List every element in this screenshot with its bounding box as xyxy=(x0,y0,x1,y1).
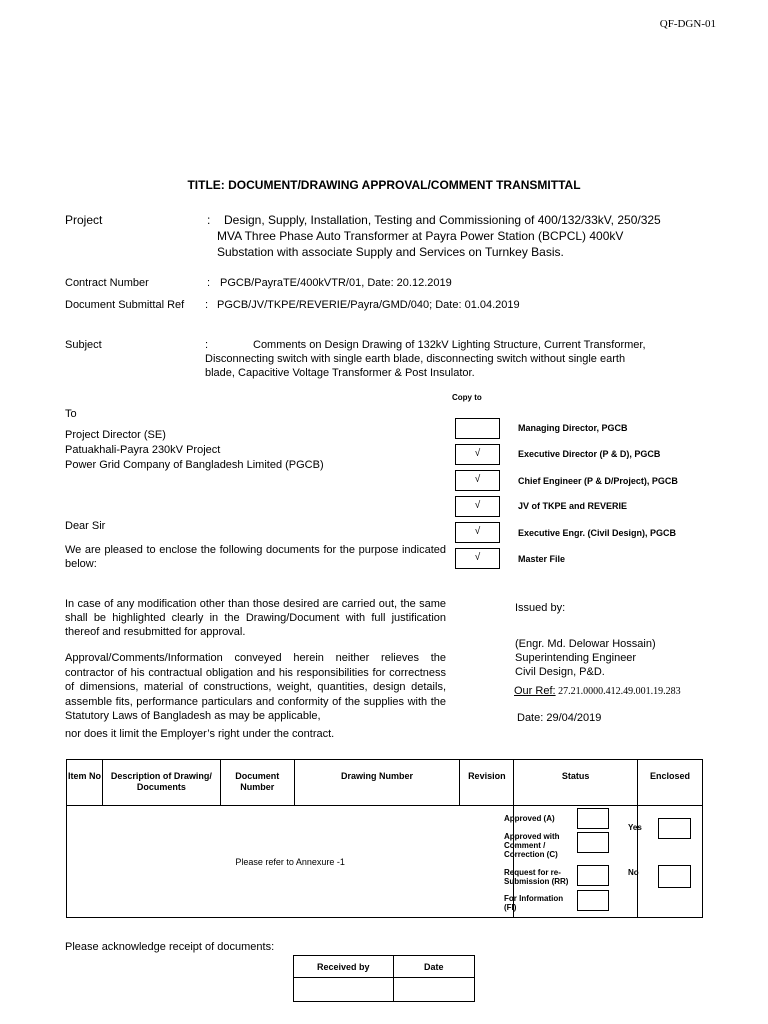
to-line-1: Project Director (SE) xyxy=(65,429,166,441)
issue-date-value: 29/04/2019 xyxy=(543,712,602,724)
copy-label-master-file: Master File xyxy=(518,554,566,564)
status-information-checkbox[interactable] xyxy=(577,890,609,911)
enclosed-no-label: No xyxy=(628,868,639,877)
header-description: Description of Drawing/ Documents xyxy=(102,760,220,806)
approval-paragraph: Approval/Comments/Information conveyed herein neither relieves the contractor of his contractual obligation and his responsibilities for correctness of dimensions, material of constructions, weight, quantities, design details, assemble fits, performance particulars and conformity of the supplies with the Statutory Laws of Bangladesh as may be applicable, xyxy=(65,652,446,722)
page-title: TITLE: DOCUMENT/DRAWING APPROVAL/COMMENT TRANSMITTAL xyxy=(187,178,581,192)
enclosed-yes-checkbox[interactable] xyxy=(658,818,691,839)
subject-line-3: blade, Capacitive Voltage Transformer & Post Insulator. xyxy=(205,367,475,379)
copy-label-managing-director: Managing Director, PGCB xyxy=(518,423,628,433)
project-sep: : xyxy=(207,213,211,227)
subject-label: Subject xyxy=(65,339,102,351)
header-item-no: Item No xyxy=(67,760,103,806)
project-line-1: Design, Supply, Installation, Testing and Commissioning of 400/132/33kV, 250/325 xyxy=(224,213,661,227)
status-resubmission-checkbox[interactable] xyxy=(577,865,609,886)
project-label: Project xyxy=(65,213,103,227)
copy-checkbox-managing-director[interactable] xyxy=(455,418,500,439)
project-line-2: MVA Three Phase Auto Transformer at Payra Power Station (BCPCL) 400kV xyxy=(217,229,624,243)
our-ref-value: 27.21.0000.412.49.001.19.283 xyxy=(555,686,681,697)
status-approved-comment-checkbox[interactable] xyxy=(577,832,609,853)
copy-label-executive-director: Executive Director (P & D), PGCB xyxy=(518,449,661,459)
modification-paragraph: In case of any modification other than those desired are carried out, the same shall be highlighted clearly in the Drawing/Document with full justification thereof and resubmitted for approval. xyxy=(65,598,446,638)
issuer-name: (Engr. Md. Delowar Hossain) xyxy=(515,638,656,650)
our-ref xyxy=(514,685,681,697)
approval-paragraph-end: nor does it limit the Employer’s right under the contract. xyxy=(65,728,335,740)
contract-value: PGCB/PayraTE/400kVTR/01, Date: 20.12.2019 xyxy=(220,277,452,289)
copy-checkbox-executive-engr[interactable]: √ xyxy=(455,522,500,543)
subject-line-2: Disconnecting switch with single earth blade, disconnecting switch without single earth xyxy=(205,353,626,365)
to-line-3: Power Grid Company of Bangladesh Limited (PGCB) xyxy=(65,459,324,471)
issued-by-label: Issued by: xyxy=(515,602,566,614)
header-status: Status xyxy=(514,760,638,806)
date-field[interactable] xyxy=(393,978,475,1002)
copy-label-chief-engineer: Chief Engineer (P & D/Project), PGCB xyxy=(518,476,678,486)
form-code: QF-DGN-01 xyxy=(659,18,716,30)
to-label: To xyxy=(65,408,77,420)
greeting: Dear Sir xyxy=(65,520,106,532)
status-approved-comment-label: Approved with Comment / Correction (C) xyxy=(504,832,560,859)
issuer-dept: Civil Design, P&D. xyxy=(515,666,605,678)
copy-label-executive-engr: Executive Engr. (Civil Design), PGCB xyxy=(518,528,677,538)
submittal-label: Document Submittal Ref xyxy=(65,299,185,311)
table-header-row xyxy=(67,760,703,806)
status-approved-label: Approved (A) xyxy=(504,814,555,823)
receipt-table xyxy=(293,955,475,1002)
received-by-field[interactable] xyxy=(294,978,394,1002)
subject-line-1: Comments on Design Drawing of 132kV Lighting Structure, Current Transformer, xyxy=(253,339,646,351)
submittal-value: PGCB/JV/TKPE/REVERIE/Payra/GMD/040; Date: 01.04.2019 xyxy=(217,299,520,311)
intro-text: We are pleased to enclose the following documents for the purpose indicated below: xyxy=(65,544,446,570)
header-enclosed: Enclosed xyxy=(638,760,703,806)
header-document-number: Document Number xyxy=(220,760,294,806)
status-approved-checkbox[interactable] xyxy=(577,808,609,829)
acknowledge-text: Please acknowledge receipt of documents: xyxy=(65,941,275,953)
copy-to-heading: Copy to xyxy=(452,393,482,402)
subject-sep: : xyxy=(205,339,209,351)
copy-checkbox-executive-director[interactable]: √ xyxy=(455,444,500,465)
contract-sep: : xyxy=(207,277,211,289)
enclosed-no-checkbox[interactable] xyxy=(658,865,691,888)
annexure-cell xyxy=(67,806,514,918)
to-line-2: Patuakhali-Payra 230kV Project xyxy=(65,444,221,456)
header-drawing-number: Drawing Number xyxy=(294,760,460,806)
issue-date-label: Date: xyxy=(517,712,544,724)
submittal-sep: : xyxy=(205,299,209,311)
issue-date xyxy=(517,712,601,724)
our-ref-label: Our Ref: xyxy=(514,685,556,697)
enclosed-yes-label: Yes xyxy=(628,823,642,832)
date-header: Date xyxy=(393,956,475,978)
issuer-role: Superintending Engineer xyxy=(515,652,637,664)
contract-label: Contract Number xyxy=(65,277,149,289)
project-line-3: Substation with associate Supply and Services on Turnkey Basis. xyxy=(217,245,564,259)
copy-checkbox-jv[interactable]: √ xyxy=(455,496,500,517)
annexure-text: Please refer to Annexure -1 xyxy=(235,856,345,867)
header-revision: Revision xyxy=(460,760,514,806)
copy-checkbox-chief-engineer[interactable]: √ xyxy=(455,470,500,491)
copy-label-jv: JV of TKPE and REVERIE xyxy=(518,501,628,511)
received-by-header: Received by xyxy=(294,956,394,978)
status-information-label: For Information (FI) xyxy=(504,894,564,912)
copy-checkbox-master-file[interactable]: √ xyxy=(455,548,500,569)
status-resubmission-label: Request for re-Submission (RR) xyxy=(504,868,569,886)
